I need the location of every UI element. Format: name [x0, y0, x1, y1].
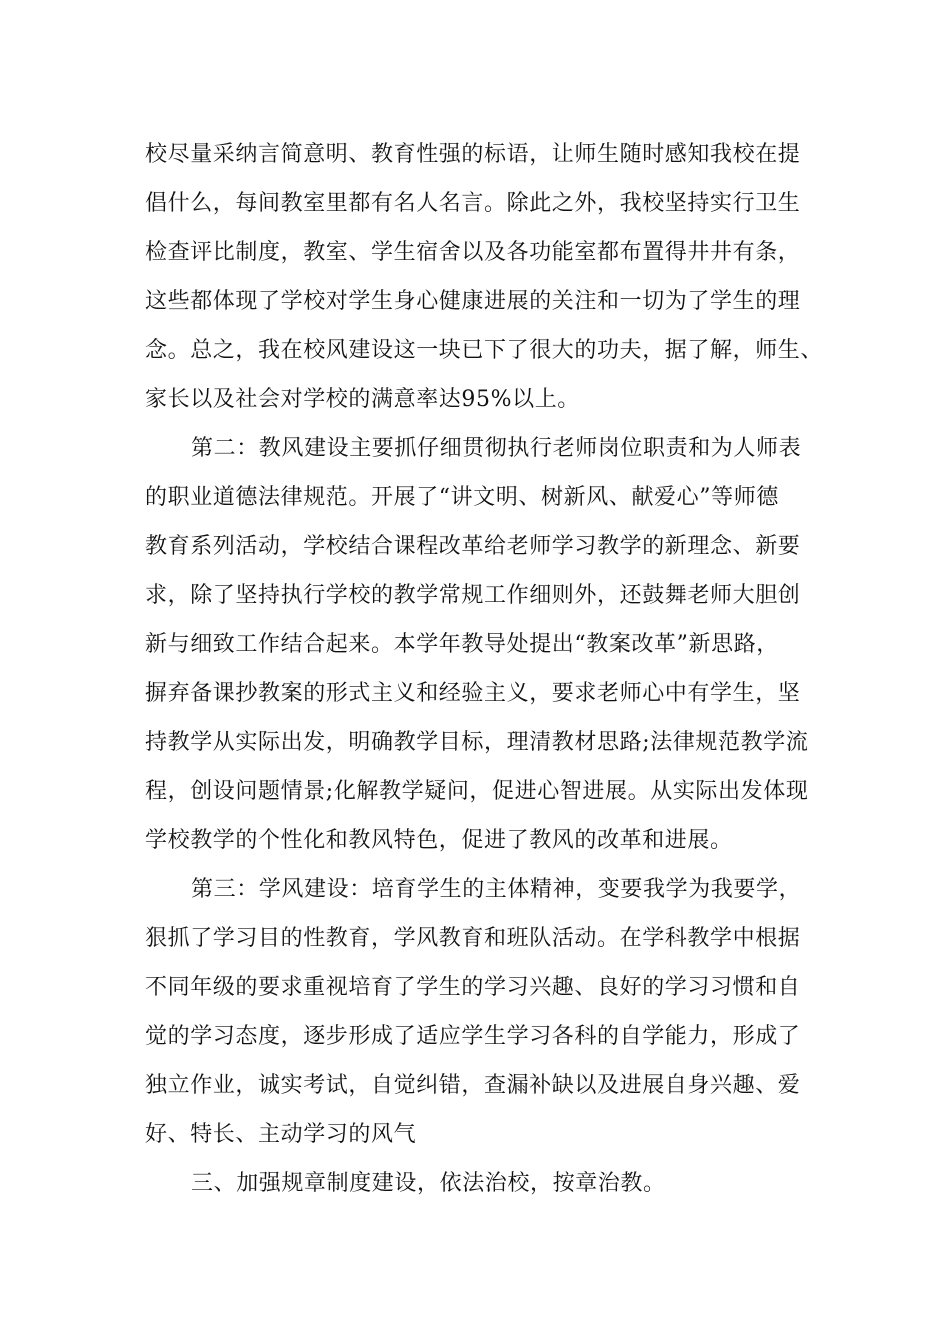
- text-line: 摒弃备课抄教案的形式主义和经验主义，要求老师心中有学生，坚: [145, 681, 801, 706]
- text-line: 独立作业，诚实考试，自觉纠错，查漏补缺以及进展自身兴趣、爱: [145, 1073, 801, 1098]
- body-text: [145, 130, 824, 1208]
- text-line: 程，创设问题情景;化解教学疑问，促进心智进展。从实际出发体现: [145, 779, 809, 804]
- text-line: 觉的学习态度，逐步形成了适应学生学习各科的自学能力，形成了: [145, 1024, 801, 1049]
- section-heading-line: 三、加强规章制度建设，依法治校，按章治教。: [191, 1171, 666, 1196]
- text-line: 的职业道德法律规范。开展了“讲文明、树新风、献爱心”等师德: [145, 485, 779, 510]
- text-line: 狠抓了学习目的性教育，学风教育和班队活动。在学科教学中根据: [145, 926, 801, 951]
- text-line: 求，除了坚持执行学校的教学常规工作细则外，还鼓舞老师大胆创: [145, 583, 801, 608]
- text-line: 持教学从实际出发，明确教学目标，理清教材思路;法律规范教学流: [145, 730, 809, 755]
- text-line: 家长以及社会对学校的满意率达95%以上。: [145, 387, 580, 412]
- text-line: 学校教学的个性化和教风特色，促进了教风的改革和进展。: [145, 828, 733, 853]
- text-line: 新与细致工作结合起来。本学年教导处提出“教案改革”新思路，: [145, 632, 779, 657]
- text-line: 念。总之，我在校风建设这一块已下了很大的功夫，据了解，师生、: [145, 338, 824, 363]
- text-line: 检查评比制度，教室、学生宿舍以及各功能室都布置得井井有条，: [145, 240, 801, 265]
- text-line: 不同年级的要求重视培育了学生的学习兴趣、良好的学习习惯和自: [145, 975, 801, 1000]
- text-line: 好、特长、主动学习的风气: [145, 1122, 417, 1147]
- paragraph-start-line: 第二：教风建设主要抓仔细贯彻执行老师岗位职责和为人师表: [191, 436, 802, 461]
- text-line: 这些都体现了学校对学生身心健康进展的关注和一切为了学生的理: [145, 289, 801, 314]
- text-line: 倡什么，每间教室里都有名人名言。除此之外，我校坚持实行卫生: [145, 191, 801, 216]
- text-line: 校尽量采纳言简意明、教育性强的标语，让师生随时感知我校在提: [145, 142, 801, 167]
- paragraph-start-line: 第三：学风建设：培育学生的主体精神，变要我学为我要学，: [191, 877, 802, 902]
- text-line: 教育系列活动，学校结合课程改革给老师学习教学的新理念、新要: [145, 534, 801, 559]
